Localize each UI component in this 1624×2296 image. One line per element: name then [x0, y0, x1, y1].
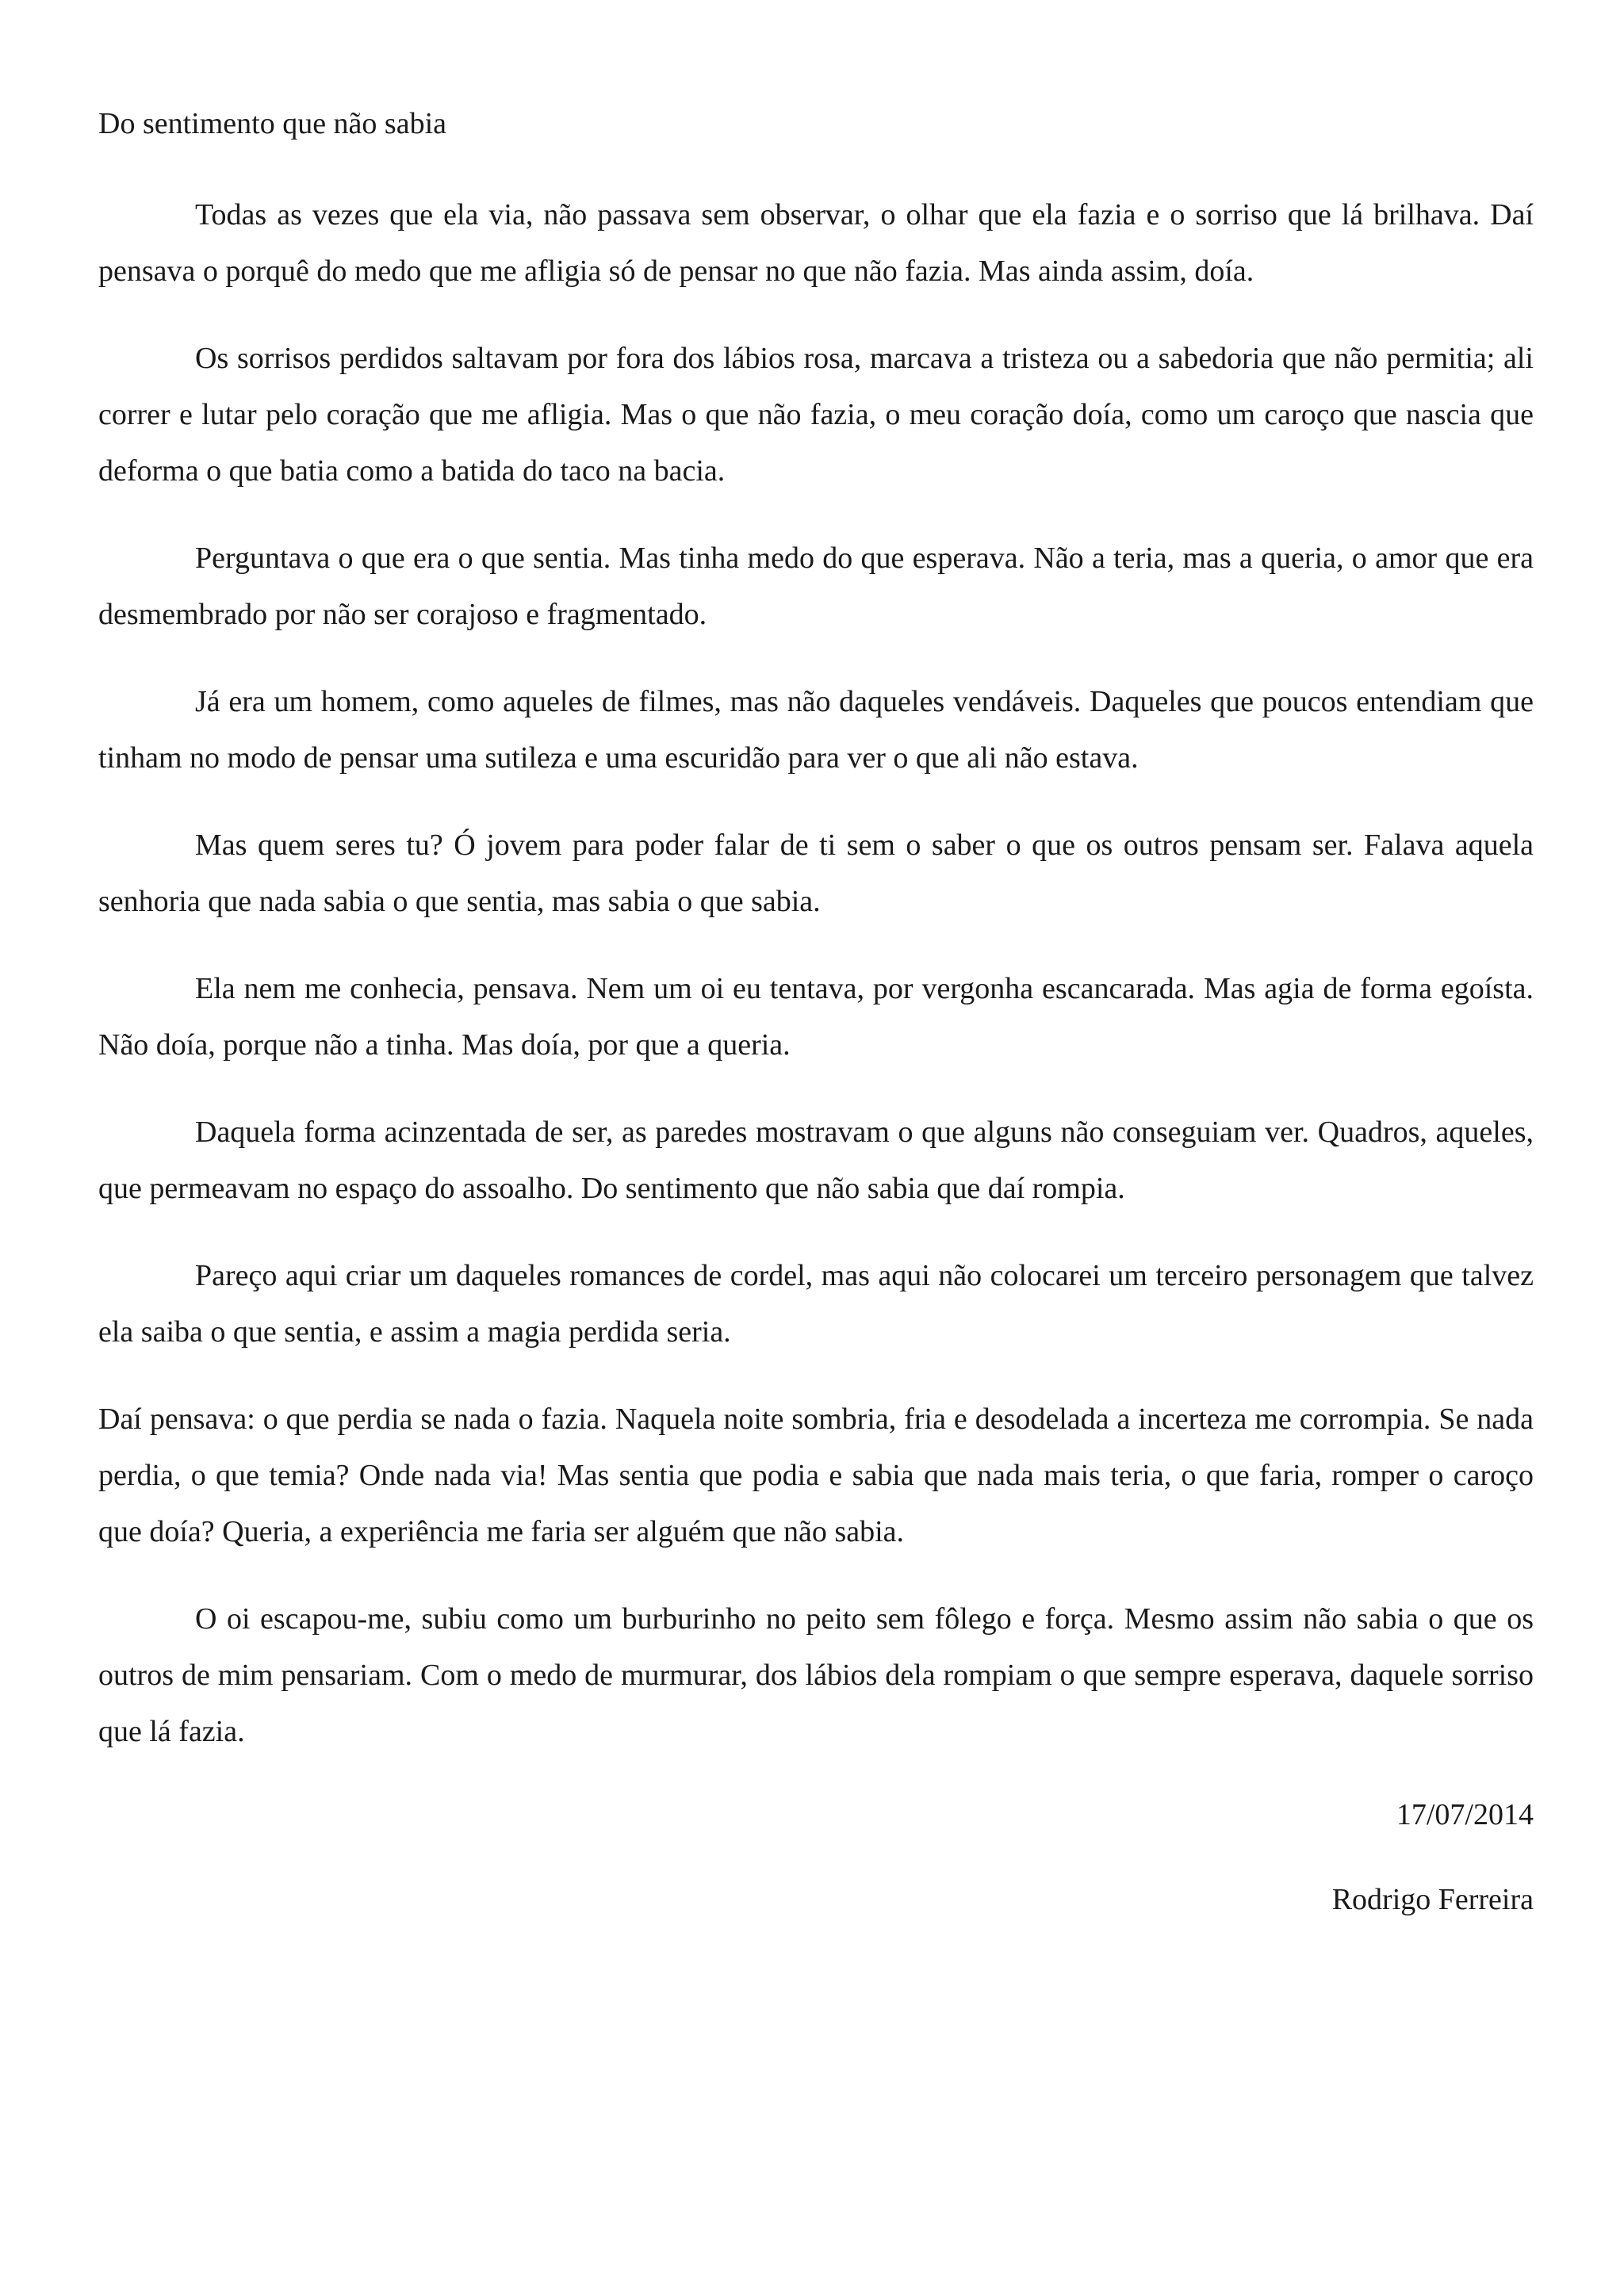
paragraph-2: Os sorrisos perdidos saltavam por fora dos lábios rosa, marcava a tristeza ou a sabedoria que não permitia; ali correr e lutar pelo coração que me afligia. Mas o que não fazia, o meu coração doía, como um caroço que nascia que deforma o que batia como a batida do taco na bacia.	[98, 342, 1534, 488]
paragraph-1: Todas as vezes que ela via, não passava sem observar, o olhar que ela fazia e o sorriso que lá brilhava. Daí pensava o porquê do medo que me afligia só de pensar no que não fazia. Mas ainda assim, doía.	[98, 198, 1534, 288]
paragraph-3: Perguntava o que era o que sentia. Mas tinha medo do que esperava. Não a teria, mas a queria, o amor que era desmembrado por não ser corajoso e fragmentado.	[98, 541, 1534, 631]
paragraph-8: Pareço aqui criar um daqueles romances de cordel, mas aqui não colocarei um terceiro personagem que talvez ela saiba o que sentia, e assim a magia perdida seria.	[98, 1259, 1534, 1349]
document-body	[98, 100, 1534, 1961]
document-date: 17/07/2014	[1396, 1798, 1534, 1831]
document-title: Do sentimento que não sabia	[98, 107, 447, 140]
paragraph-5: Mas quem seres tu? Ó jovem para poder falar de ti sem o saber o que os outros pensam ser. Falava aquela senhoria que nada sabia o que sentia, mas sabia o que sabia.	[98, 828, 1534, 918]
paragraph-9: Daí pensava: o que perdia se nada o fazia. Naquela noite sombria, fria e desodelada a incerteza me corrompia. Se nada perdia, o que temia? Onde nada via! Mas sentia que podia e sabia que nada mais teria, o que faria, romper o caroço que doía? Queria, a experiência me faria ser alguém que não sabia.	[98, 1402, 1534, 1548]
paragraph-10: O oi escapou-me, subiu como um burburinho no peito sem fôlego e força. Mesmo assim não sabia o que os outros de mim pensariam. Com o medo de murmurar, dos lábios dela rompiam o que sempre esperava, daquele sorriso que lá fazia.	[98, 1602, 1534, 1748]
paragraph-7: Daquela forma acinzentada de ser, as paredes mostravam o que alguns não conseguiam ver. Quadros, aqueles, que permeavam no espaço do assoalho. Do sentimento que não sabia que daí rompia.	[98, 1115, 1534, 1205]
signature-block	[98, 1791, 1534, 1923]
author-name: Rodrigo Ferreira	[1331, 1883, 1534, 1916]
paragraph-6: Ela nem me conhecia, pensava. Nem um oi eu tentava, por vergonha escancarada. Mas agia de forma egoísta. Não doía, porque não a tinha. Mas doía, por que a queria.	[98, 972, 1534, 1062]
paragraph-4: Já era um homem, como aqueles de filmes, mas não daqueles vendáveis. Daqueles que poucos entendiam que tinham no modo de pensar uma sutileza e uma escuridão para ver o que ali não estava.	[98, 685, 1534, 775]
